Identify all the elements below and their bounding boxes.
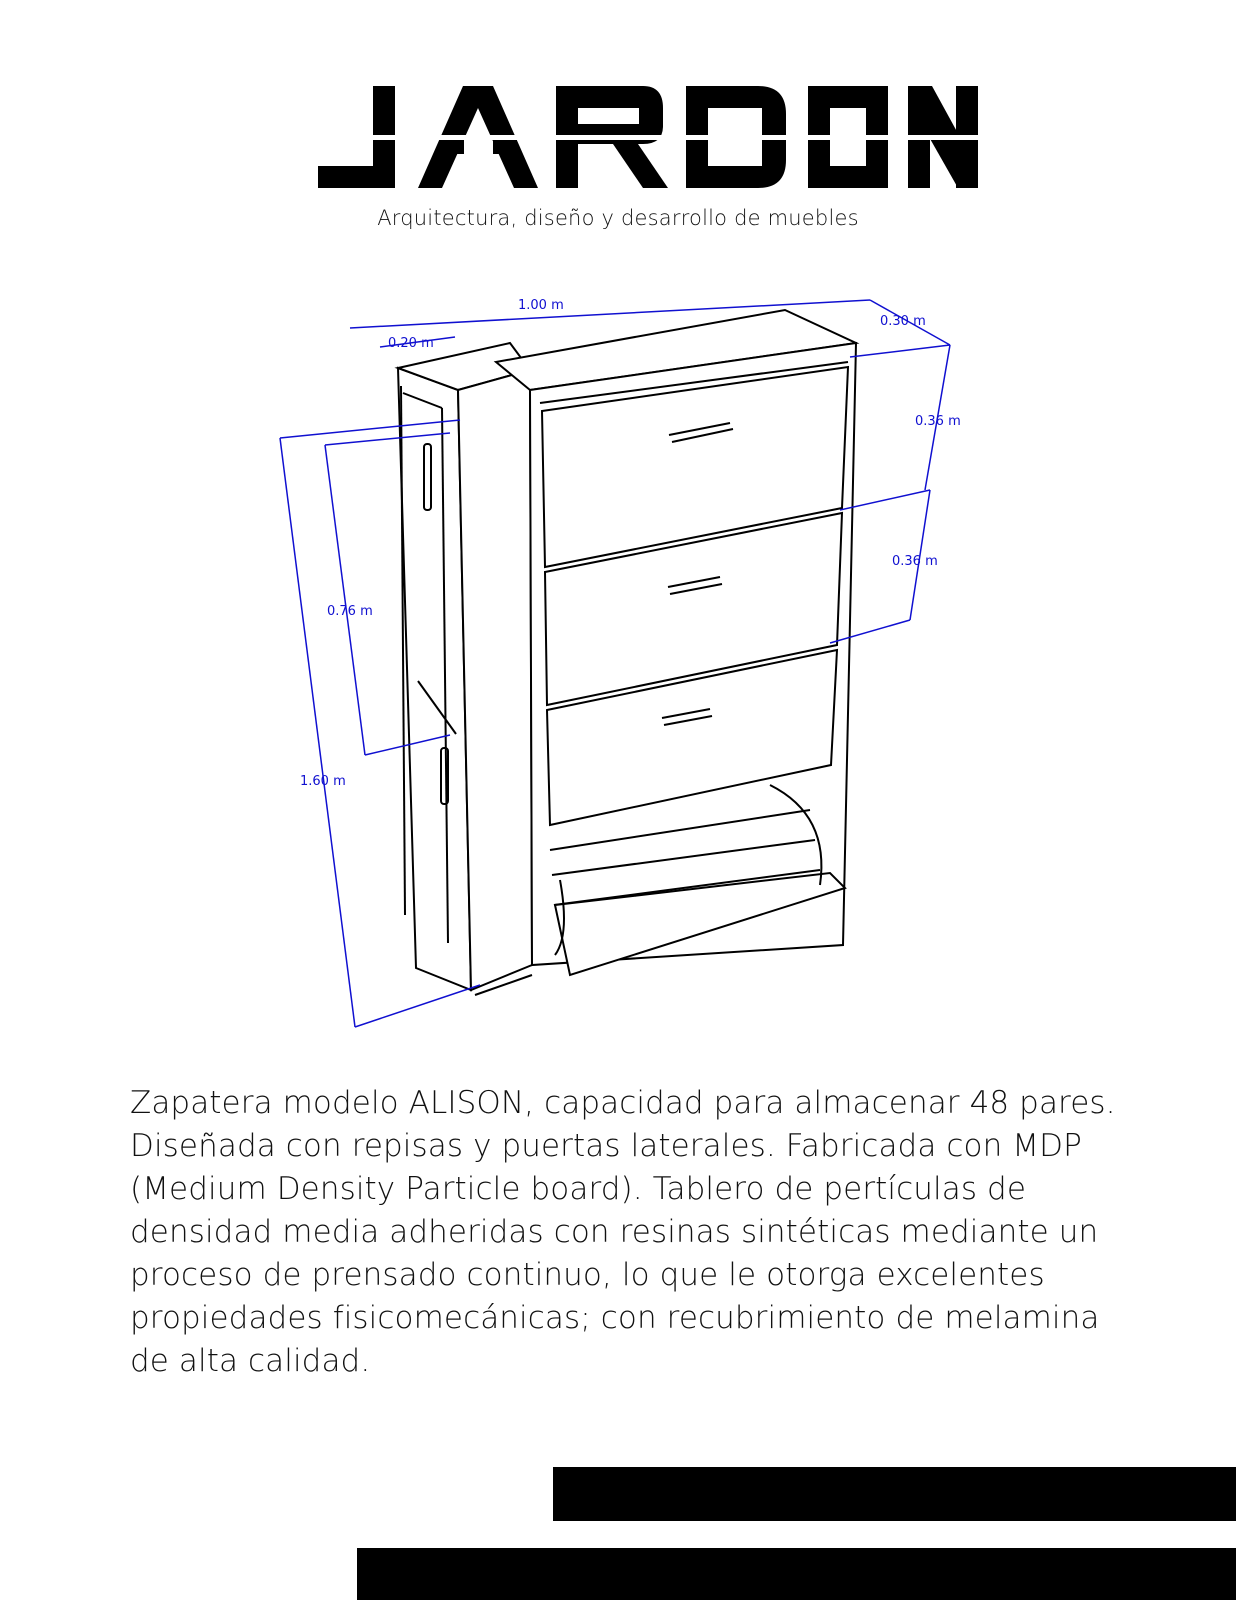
dim-side-door-height: 0.76 m xyxy=(327,604,373,619)
product-description: Zapatera modelo ALISON, capacidad para almacenar 48 pares. Diseñada con repisas y puertas laterales. Fabricada con MDP (Medium Density Particle board). Tablero de pertículas de densidad media adheridas con resinas sintéticas mediante un proceso de prensado continuo, lo que le otorga excelentes propiedades fisicomecánicas; con recubrimiento de melamina de alta calidad. xyxy=(130,1085,1116,1379)
shoe-cabinet-drawing xyxy=(270,285,990,1065)
dim-width: 1.00 m xyxy=(518,298,564,313)
dim-depth: 0.30 m xyxy=(880,314,926,329)
brand-logo xyxy=(318,78,978,198)
dim-side-depth: 0.20 m xyxy=(388,336,434,351)
decorative-bar-lower xyxy=(357,1548,1236,1600)
decorative-bar-upper xyxy=(553,1467,1236,1521)
tagline: Arquitectura, diseño y desarrollo de muebles xyxy=(377,206,859,230)
dim-drawer-height-2: 0.36 m xyxy=(892,554,938,569)
dim-total-height: 1.60 m xyxy=(300,774,346,789)
dim-drawer-height-1: 0.36 m xyxy=(915,414,961,429)
